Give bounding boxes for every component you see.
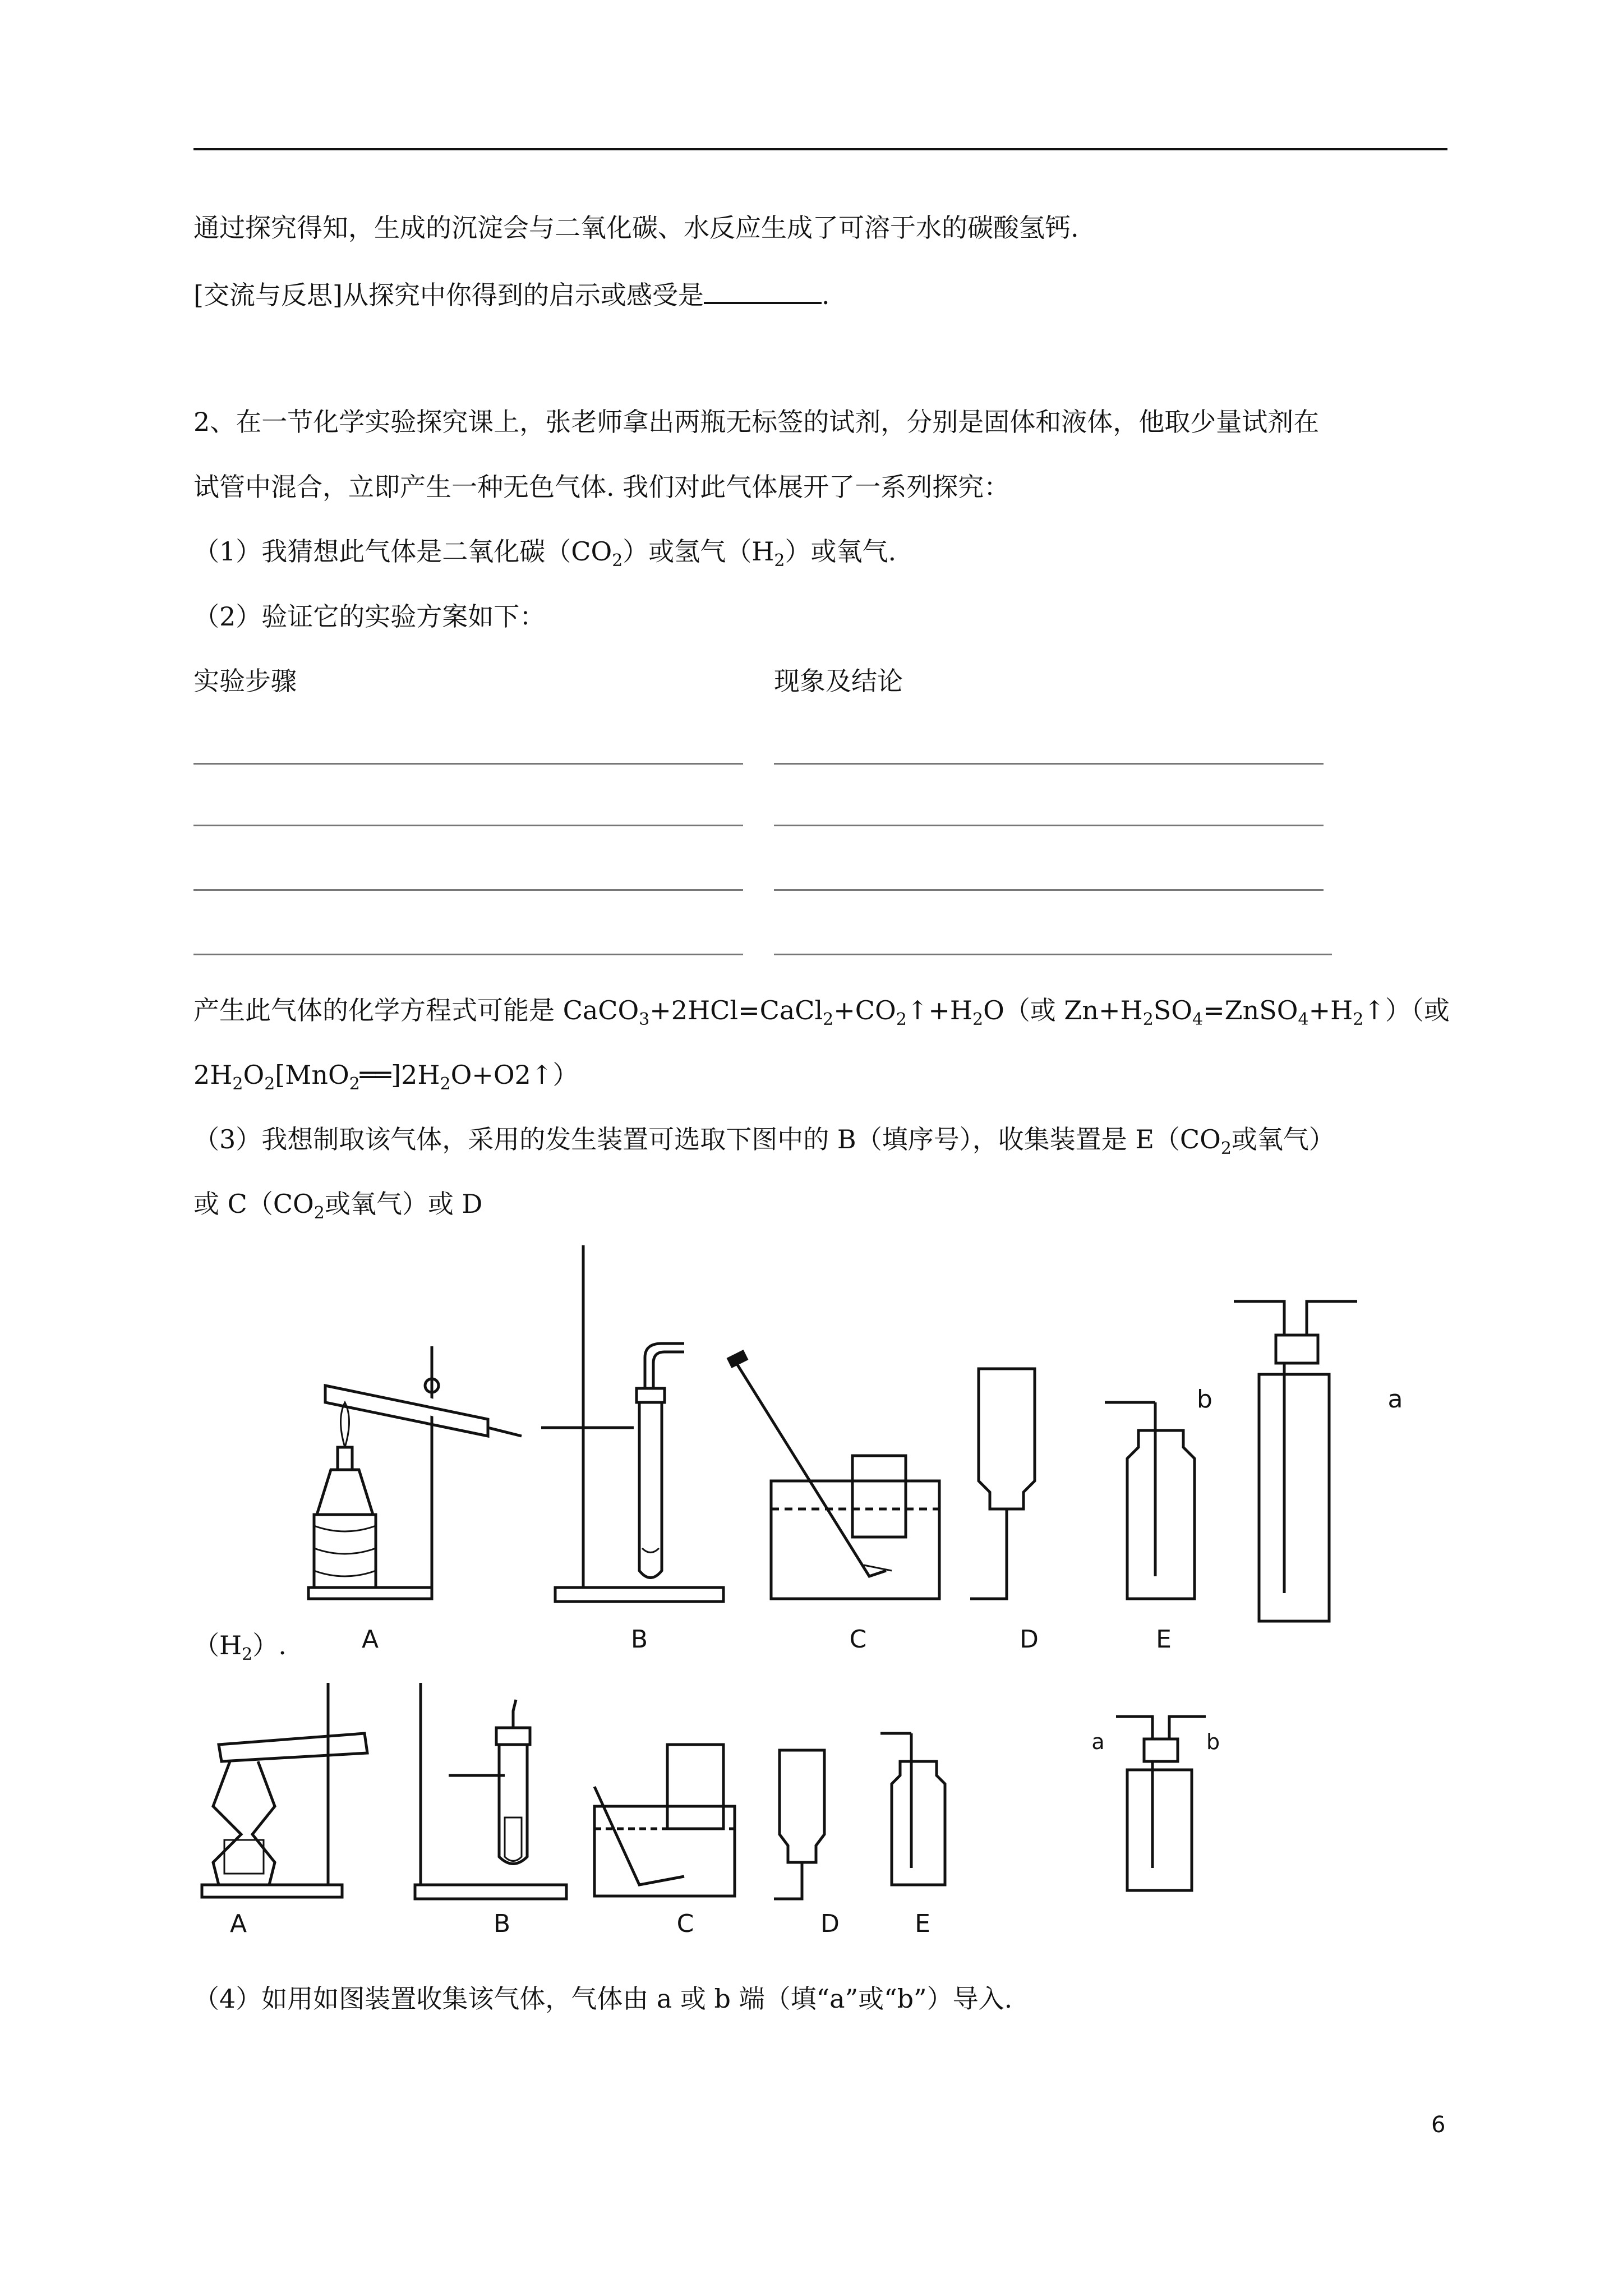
h2-note-text: （H (193, 1630, 242, 1660)
subscript: 2 (1353, 1010, 1364, 1030)
eq-text: SO (1153, 995, 1193, 1025)
step1-text-b: ）或氢气（H (623, 536, 774, 567)
h2-note (193, 1630, 287, 1665)
answer-line-right-3[interactable] (774, 889, 1324, 891)
column-phenomena-conclusion: 现象及结论 (774, 666, 903, 696)
step3-text: 或氧气）或 D (324, 1189, 483, 1219)
subscript: 2 (232, 1074, 243, 1094)
q2-intro-line2: 试管中混合，立即产生一种无色气体. 我们对此气体展开了一系列探究： (193, 472, 1010, 502)
answer-line-left-2[interactable] (193, 825, 743, 826)
apparatus-b2-test-tube (415, 1683, 566, 1899)
subscript: 2 (612, 551, 623, 571)
apparatus-figure-1 (191, 1234, 1402, 1627)
subscript: 2 (440, 1074, 451, 1094)
period: . (821, 280, 830, 310)
fig1-port-b: b (1197, 1385, 1212, 1414)
q2-step3-line1 (193, 1124, 1335, 1159)
subscript: 2 (823, 1010, 834, 1030)
eq-text: [MnO (275, 1060, 349, 1090)
q2-step2: （2）验证它的实验方案如下： (193, 601, 546, 632)
subscript: 2 (313, 1203, 325, 1223)
answer-line-left-4[interactable] (193, 954, 743, 955)
para1-line2 (193, 277, 830, 311)
equation-line1 (193, 995, 1450, 1030)
h2-note-text: ）. (252, 1630, 287, 1660)
subscript: 3 (639, 1010, 650, 1030)
q2-step3-line2 (193, 1188, 483, 1223)
subscript: 2 (1220, 1139, 1232, 1159)
apparatus-e2-upright-bottle (880, 1733, 945, 1885)
q2-intro-line1: 2、在一节化学实验探究课上，张老师拿出两瓶无标签的试剂，分别是固体和液体，他取少量试剂在 (193, 407, 1320, 437)
para1-line1: 通过探究得知，生成的沉淀会与二氧化碳、水反应生成了可溶于水的碳酸氢钙. (193, 213, 1079, 243)
apparatus-gas-washing-bottle-2 (1116, 1717, 1206, 1890)
fig2-port-b: b (1206, 1729, 1220, 1754)
subscript: 2 (1142, 1010, 1154, 1030)
subscript: 2 (349, 1074, 360, 1094)
subscript: 2 (972, 1010, 984, 1030)
fig1-label-c: C (849, 1625, 867, 1654)
subscript: 4 (1298, 1010, 1309, 1030)
answer-line-left-1[interactable] (193, 763, 743, 765)
step3-text: 或氧气） (1231, 1124, 1335, 1154)
eq-text: ↑）（或 (1363, 995, 1450, 1025)
header-rule (193, 148, 1447, 150)
apparatus-gas-washing-bottle (1234, 1301, 1357, 1621)
apparatus-e-upright-bottle (1105, 1402, 1195, 1599)
subscript: 2 (896, 1010, 907, 1030)
eq-text: O（或 Zn+H (983, 995, 1143, 1025)
fig1-label-d: D (1020, 1625, 1039, 1654)
fig1-label-b: B (630, 1625, 648, 1654)
fig2-port-a: a (1091, 1729, 1105, 1754)
subscript: 2 (774, 551, 785, 571)
apparatus-d2-inverted-bottle (774, 1750, 824, 1899)
page-number: 6 (1431, 2112, 1446, 2138)
subscript: 2 (242, 1645, 253, 1665)
fig2-label-d: D (820, 1910, 840, 1938)
apparatus-c2-water-trough (594, 1745, 735, 1896)
step3-text: （3）我想制取该气体，采用的发生装置可选取下图中的 B（填序号），收集装置是 E（CO (193, 1124, 1221, 1154)
eq-text: 产生此气体的化学方程式可能是 CaCO (193, 995, 639, 1025)
step1-text-c: ）或氧气. (785, 536, 897, 567)
eq-text: +2HCl=CaCl (649, 995, 823, 1025)
fig1-port-a: a (1387, 1385, 1403, 1414)
apparatus-figure-2 (191, 1677, 1256, 1930)
answer-line-right-2[interactable] (774, 825, 1324, 826)
eq-text: O (243, 1060, 265, 1090)
reflection-prompt: [交流与反思]从探究中你得到的启示或感受是 (193, 280, 704, 310)
eq-text: ↑+H (906, 995, 972, 1025)
fig2-label-c: C (676, 1910, 694, 1938)
apparatus-a-heating (308, 1346, 522, 1599)
apparatus-c-water-trough (729, 1355, 939, 1599)
fig1-label-a: A (361, 1625, 379, 1654)
eq-text: ══]2H (359, 1060, 440, 1090)
fig2-label-b: B (493, 1910, 511, 1938)
q2-step1 (193, 536, 897, 571)
subscript: 4 (1192, 1010, 1204, 1030)
equation-line2 (193, 1059, 579, 1094)
answer-blank[interactable] (704, 277, 822, 304)
eq-text: +CO (833, 995, 896, 1025)
answer-line-left-3[interactable] (193, 889, 743, 891)
column-experiment-steps: 实验步骤 (193, 666, 297, 696)
fig2-label-e: E (915, 1910, 930, 1938)
answer-line-right-4[interactable] (774, 954, 1332, 955)
fig1-label-e: E (1156, 1625, 1172, 1654)
apparatus-b-test-tube (541, 1245, 723, 1602)
step3-text: 或 C（CO (193, 1189, 314, 1219)
apparatus-a2-heating (202, 1683, 367, 1897)
answer-line-right-1[interactable] (774, 763, 1324, 765)
subscript: 2 (264, 1074, 275, 1094)
eq-text: 2H (193, 1060, 233, 1090)
step1-text-a: （1）我猜想此气体是二氧化碳（CO (193, 536, 612, 567)
eq-text: O+O2↑） (450, 1060, 579, 1090)
apparatus-d-inverted-bottle (970, 1369, 1035, 1599)
fig2-label-a: A (229, 1910, 247, 1938)
eq-text: +H (1308, 995, 1353, 1025)
eq-text: =ZnSO (1203, 995, 1298, 1025)
q2-step4: （4）如用如图装置收集该气体，气体由 a 或 b 端（填“a”或“b”）导入. (193, 1984, 1013, 2014)
